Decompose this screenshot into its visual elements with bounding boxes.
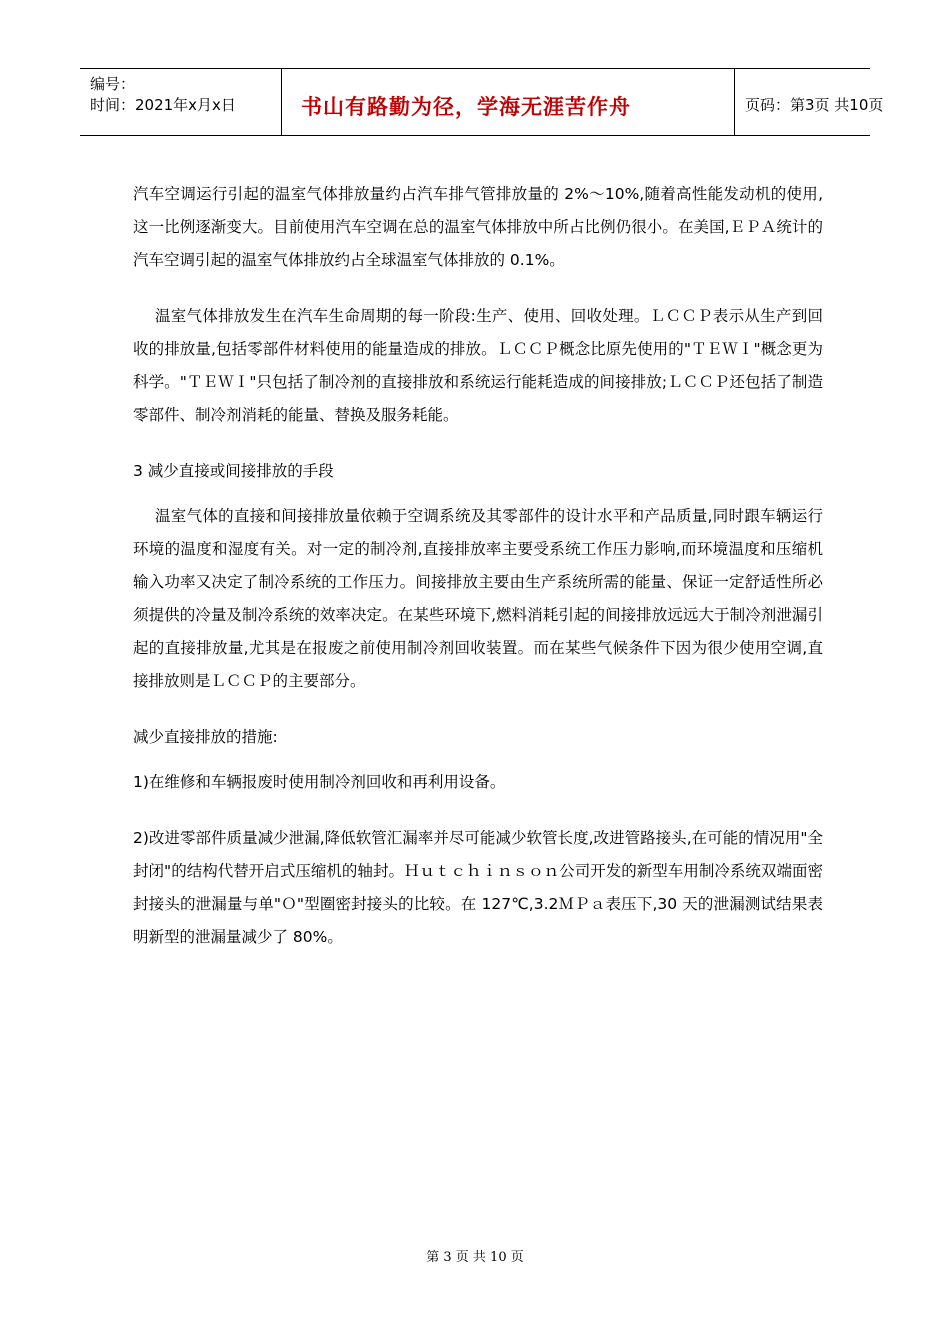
paragraph-2: 温室气体排放发生在汽车生命周期的每一阶段:生产、使用、回收处理。ＬＣＣＰ表示从生产到回收的排放量,包括零部件材料使用的能量造成的排放。ＬＣＣＰ概念比原先使用的"ＴＥＷＩ"概念更为科学。"ＴＥＷＩ"只包括了制冷剂的直接排放和系统运行能耗造成的间接排放;ＬＣＣＰ还包括了制造零部件、制冷剂消耗的能量、替换及服务耗能。 xyxy=(133,307,823,424)
date-line: 时间：2021年x月x日 xyxy=(90,96,236,114)
measure-1: 1)在维修和车辆报废时使用制冷剂回收和再利用设备。 xyxy=(133,773,506,791)
measures-heading: 减少直接排放的措施: xyxy=(133,728,278,746)
header-meta-cell xyxy=(80,69,282,135)
paragraph-3: 温室气体的直接和间接排放量依赖于空调系统及其零部件的设计水平和产品质量,同时跟车辆运行环境的温度和湿度有关。对一定的制冷剂,直接排放率主要受系统工作压力影响,而环境温度和压缩机输入功率又决定了制冷系统的工作压力。间接排放主要由生产系统所需的能量、保证一定舒适性所必须提供的冷量及制冷系统的效率决定。在某些环境下,燃料消耗引起的间接排放远远大于制冷剂泄漏引起的直接排放量,尤其是在报废之前使用制冷剂回收装置。而在某些气候条件下因为很少使用空调,直接排放则是ＬＣＣＰ的主要部分。 xyxy=(133,507,823,690)
motto: 书山有路勤为径，学海无涯苦作舟 xyxy=(301,94,631,119)
header-motto-cell xyxy=(281,69,735,135)
page-header xyxy=(80,68,884,136)
section-heading: 3 减少直接或间接排放的手段 xyxy=(133,462,334,480)
paragraph-1: 汽车空调运行引起的温室气体排放量约占汽车排气管排放量的 2%～10%,随着高性能发动机的使用,这一比例逐渐变大。目前使用汽车空调在总的温室气体排放中所占比例仍很小。在美国,ＥＰＡ统计的汽车空调引起的温室气体排放约占全球温室气体排放的 0.1%。 xyxy=(133,185,823,269)
page-info: 页码：第3页 共10页 xyxy=(745,96,884,114)
page-footer: 第 3 页 共 10 页 xyxy=(426,1250,524,1265)
document-body xyxy=(133,178,823,954)
measure-2: 2)改进零部件质量减少泄漏,降低软管汇漏率并尽可能减少软管长度,改进管路接头,在可能的情况用"全封闭"的结构代替开启式压缩机的轴封。Ｈｕｔｃｈｉｎｓｏｎ公司开发的新型车用制冷系统双端面密封接头的泄漏量与单"Ｏ"型圈密封接头的比较。在 127℃,3.2ＭＰａ表压下,30 天的泄漏测试结果表明新型的泄漏量减少了 80%。 xyxy=(133,829,823,946)
header-page-cell xyxy=(735,69,884,135)
number-label: 编号： xyxy=(90,75,136,93)
